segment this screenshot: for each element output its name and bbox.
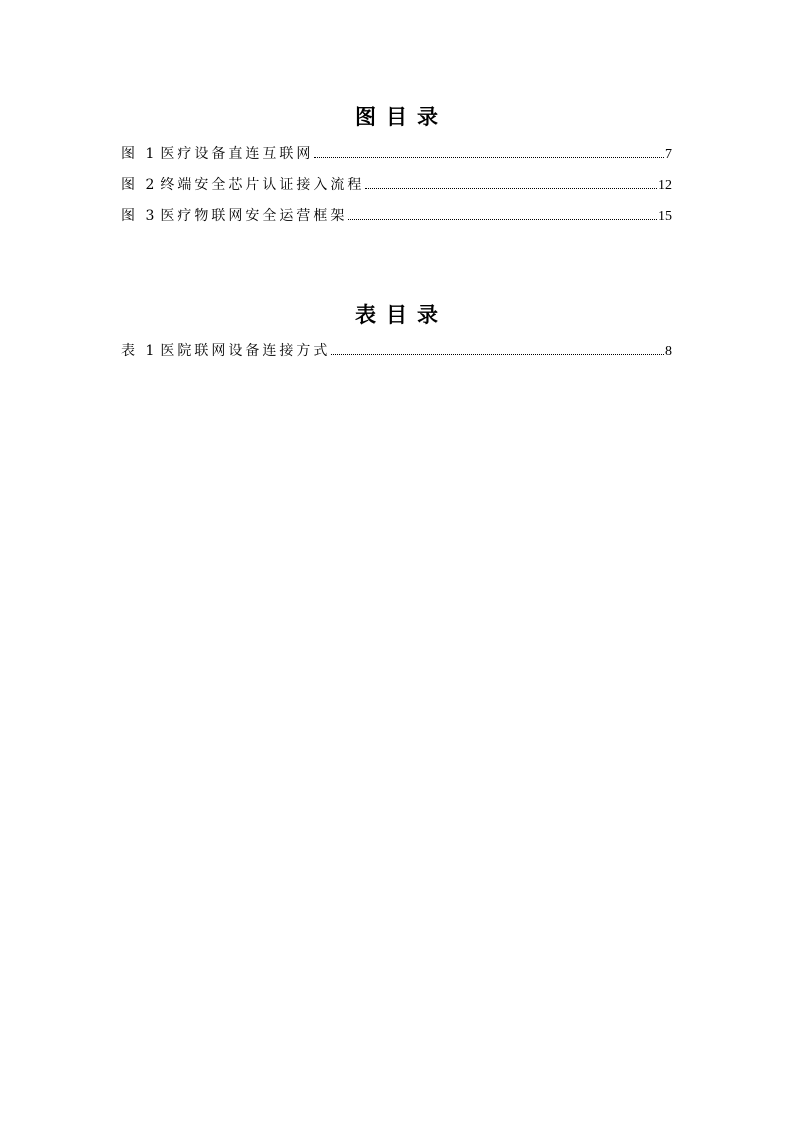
toc-dot-leader — [348, 219, 657, 220]
toc-entry-figure-2[interactable] — [121, 175, 672, 206]
toc-entry-title: 终端安全芯片认证接入流程 — [160, 177, 365, 193]
toc-entry-number: 2 — [145, 177, 155, 193]
toc-entry-figure-1[interactable] — [121, 144, 672, 175]
toc-entry-page: 15 — [658, 209, 672, 224]
toc-entry-label — [121, 206, 347, 226]
toc-entry-number: 3 — [145, 208, 155, 224]
toc-dot-leader — [314, 157, 664, 158]
toc-entry-number: 1 — [145, 343, 155, 359]
toc-entry-prefix: 图 — [121, 208, 138, 224]
figure-toc-list — [121, 144, 672, 237]
toc-entry-title: 医疗物联网安全运营框架 — [160, 208, 348, 224]
toc-entry-label — [121, 175, 364, 195]
toc-entry-label — [121, 144, 313, 164]
table-list-heading: 表目录 — [355, 303, 448, 327]
toc-entry-figure-3[interactable] — [121, 206, 672, 237]
figure-list-heading: 图目录 — [355, 105, 448, 129]
toc-entry-label — [121, 341, 330, 361]
table-toc-list — [121, 341, 672, 372]
toc-entry-number: 1 — [145, 146, 155, 162]
toc-dot-leader — [365, 188, 657, 189]
toc-entry-page: 12 — [658, 178, 672, 193]
toc-entry-title: 医院联网设备连接方式 — [160, 343, 331, 359]
toc-entry-title: 医疗设备直连互联网 — [160, 146, 314, 162]
toc-entry-page: 8 — [665, 344, 672, 359]
toc-entry-prefix: 图 — [121, 177, 138, 193]
toc-dot-leader — [331, 354, 664, 355]
toc-entry-prefix: 图 — [121, 146, 138, 162]
toc-entry-page: 7 — [665, 147, 672, 162]
toc-entry-table-1[interactable] — [121, 341, 672, 372]
toc-entry-prefix: 表 — [121, 343, 138, 359]
